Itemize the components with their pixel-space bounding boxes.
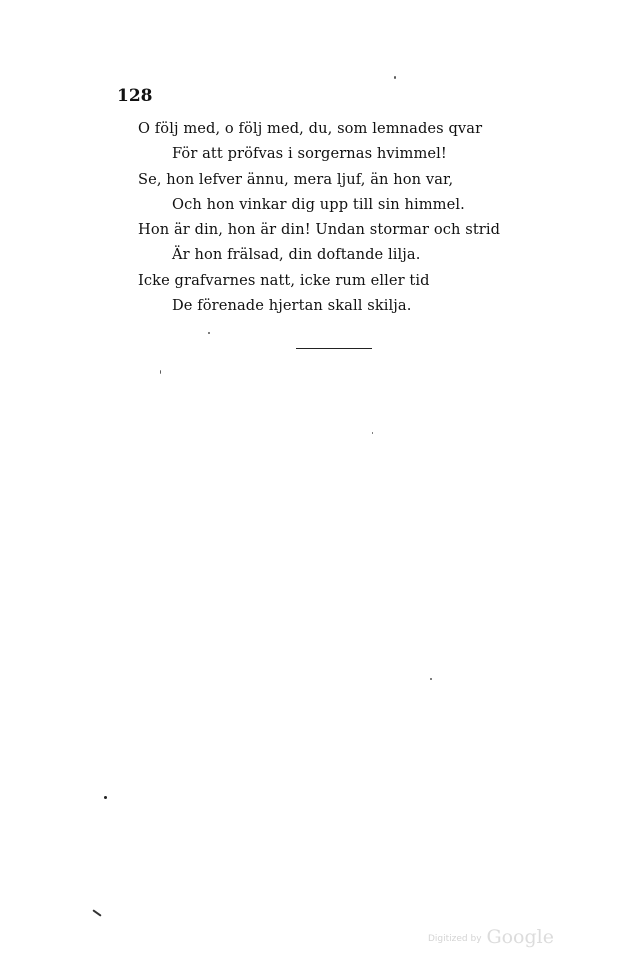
- end-rule-divider: [296, 348, 372, 349]
- poem-line-2: För att pröfvas i sorgernas hvimmel!: [172, 145, 447, 163]
- poem-line-5: Hon är din, hon är din! Undan stormar och strid: [138, 221, 501, 239]
- poem-stanza: [138, 116, 558, 318]
- poem-line-8: De förenade hjertan skall skilja.: [172, 297, 412, 315]
- page-number: 128: [117, 86, 153, 106]
- scan-speck: [160, 370, 161, 374]
- scan-speck: [104, 796, 107, 799]
- scan-speck: [92, 909, 101, 916]
- scan-speck: [372, 432, 373, 434]
- watermark-prefix: Digitized by: [428, 934, 482, 944]
- poem-line-1: O följ med, o följ med, du, som lemnades qvar: [138, 120, 483, 137]
- poem-line-6: Är hon frälsad, din doftande lilja.: [172, 246, 421, 264]
- poem-line-7: Icke grafvarnes natt, icke rum eller tid: [138, 271, 430, 289]
- poem-line-4: Och hon vinkar dig upp till sin himmel.: [172, 195, 465, 213]
- scan-speck: [430, 678, 432, 680]
- watermark-brand: Google: [486, 926, 554, 948]
- digitized-watermark: [428, 926, 554, 948]
- scan-speck: [394, 76, 396, 79]
- scan-speck: [208, 332, 210, 334]
- poem-line-3: Se, hon lefver ännu, mera ljuf, än hon var,: [138, 170, 454, 188]
